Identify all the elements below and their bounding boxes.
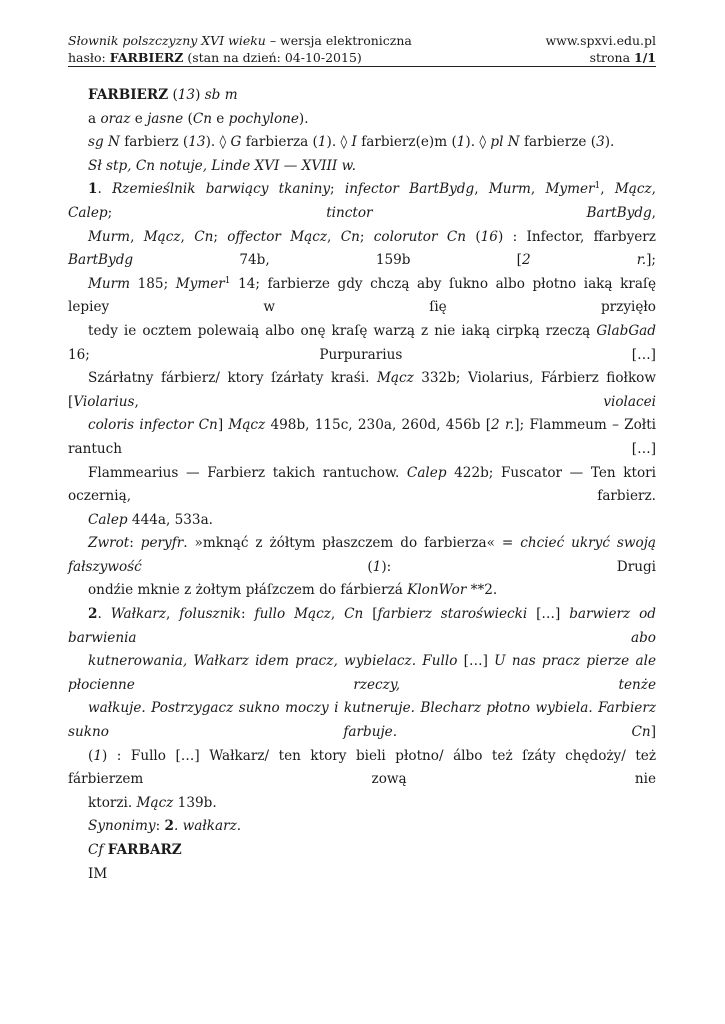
entry-sources: Sł stp, Cn notuje, Linde XVI — XVIII w. [88,157,356,174]
sense-1-line: Murm 185; Mymer$^1$ 14; farbierze gdy chczą aby ſukno albo płotno iaką kraſę lepiey w ſię przyięło [68,275,657,316]
phrase-line: Zwrot: peryfr. »mknąć z żółtym płaszczem do farbierza« = chcieć ukryć swoją fałszywość (1): Drugi [68,535,657,575]
dictionary-title: Słownik polszczyzny XVI wieku – wersja elektroniczna [68,33,412,48]
cross-reference: Cf FARBARZ [88,842,182,858]
entry-info: hasło: FARBIERZ (stan na dzień: 04-10-2015) [68,50,362,65]
entry-orthography: a oraz e jasne (Cn e pochylone). [88,110,309,127]
sense-1-line: Murm, Mącz, Cn; offector Mącz, Cn; colorutor Cn (16) : Infector, ffarbyerz BartBydg 74b, 159b [2 r.]; [68,228,656,269]
sense-2-line: (1) : Fullo […] Wałkarz/ ten ktory bieli płotno/ álbo też ſzáty chędoży/ też fárbierzem zową nie [68,747,656,788]
sense-1-line: coloris infector Cn] Mącz 498b, 115c, 230a, 260d, 456b [2 r.]; Flammeum – Zołti rantuch […] [68,417,657,457]
phrase-line: ondźie mknie z żołtym płáſzczem do fárbierzá KlonWor **2. [88,582,498,599]
sense-1-line: 1. Rzemieślnik barwiący tkaniny; infector BartBydg, Murm, Mymer$^1$, Mącz, Calep; tinctor BartBydg, [68,181,656,221]
page-number: strona 1/1 [589,50,656,65]
page-header [68,32,656,66]
entry-headline: FARBIERZ (13) sb m [88,87,238,103]
author-initials: IM [88,865,108,882]
sense-1-line: Calep 444a, 533a. [88,511,213,528]
sense-1-line: tedy ie ocztem polewaią albo onę kraſę warzą z nie iaką cirpką rzeczą GlabGad 16; Purpurarius […] [68,322,656,363]
sense-2-line: ktorzi. Mącz 139b. [88,794,217,811]
synonyms: Synonimy: 2. wałkarz. [88,818,242,835]
entry-inflection: sg N farbierz (13). ◊ G farbierza (1). ◊ I farbierz(e)m (1). ◊ pl N farbierze (3). [88,134,615,151]
sense-2-line: kutnerowania, Wałkarz idem pracz, wybielacz. Fullo […] U nas pracz pierze ale płocienne rzeczy, tenże [68,653,657,693]
dictionary-entry [68,84,656,886]
cf-link[interactable]: FARBARZ [107,842,182,858]
sense-2-line: wałkuje. Postrzygacz sukno moczy i kutneruje. Blecharz płotno wybiela. Farbierz sukno farbuje. Cn] [68,700,656,741]
site-url[interactable]: www.spxvi.edu.pl [545,33,656,48]
phrase-section [68,532,656,603]
sense-2-line: 2. Wałkarz, folusznik: fullo Mącz, Cn [farbierz staroświecki […] barwierz od barwienia abo [68,606,656,646]
sense-1-line: Szárłatny fárbierz/ ktory ſzárłaty kraśi. Mącz 332b; Violarius, Fárbierz fiołkow [Violarius, violacei [68,370,656,410]
header-divider [68,66,656,67]
sense-1 [68,178,656,532]
sense-1-line: Flammearius — Farbierz takich rantuchow. Calep 422b; Fuscator — Ten ktori oczernią, farbierz. [68,464,656,505]
sense-2 [68,603,656,815]
